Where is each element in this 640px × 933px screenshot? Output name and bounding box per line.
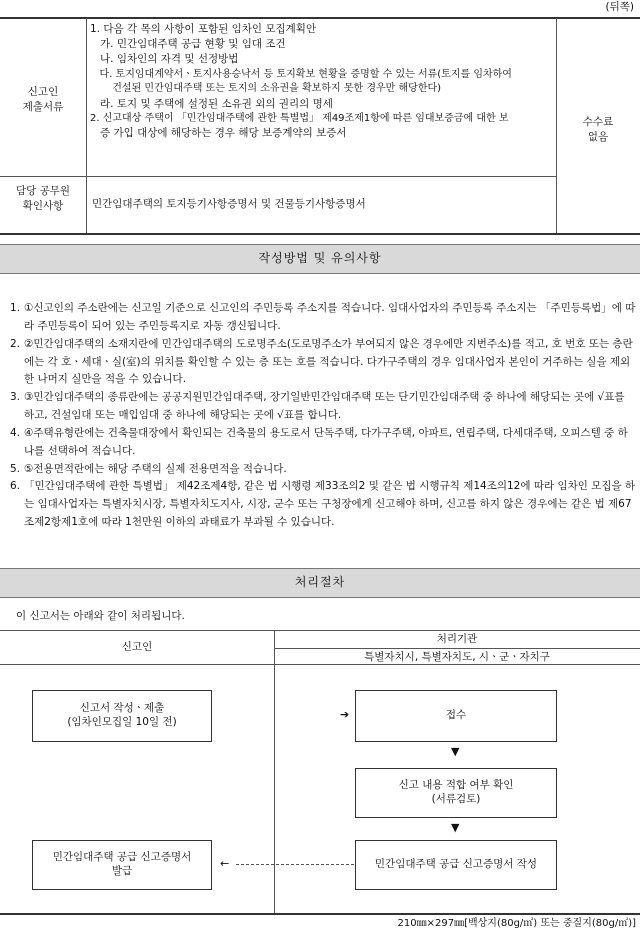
doc-item: 가. 민간임대주택 공급 현황 및 임대 조건: [90, 38, 286, 51]
connector-line: [236, 864, 354, 865]
arrow-left-icon: ←: [220, 857, 230, 870]
arrow-down-icon: ▼: [451, 821, 460, 834]
official-check-text: 민간임대주택의 토지등기사항증명서 및 건물등기사항증명서: [92, 198, 366, 210]
list-item: 3. ③민간임대주택의 종류란에는 공공지원민간임대주택, 장기일반민간임대주택 또는 단기민간임대주택 중 하나에 해당되는 곳에 √표를 하고, 건설임대 또는 매입임대 중 하나에 해당되는 곳에 √표를 합니다.: [10, 391, 625, 422]
notes-section-title: 작성방법 및 유의사항: [0, 244, 640, 274]
process-section-title: 처리절차: [0, 568, 640, 598]
paper-spec: 210㎜×297㎜[백상지(80g/㎡) 또는 중질지(80g/㎡)]: [397, 918, 636, 929]
box-review: 신고 내용 적합 여부 확인 (서류검토): [355, 768, 557, 818]
fee-label: 수수료 없음: [582, 116, 614, 144]
process-intro: 이 신고서는 아래와 같이 처리됩니다.: [16, 610, 185, 622]
box-submit: 신고서 작성ㆍ제출 (임차인모집일 10일 전): [32, 690, 212, 742]
col-agency-sub: 특별자치시, 특별자치도, 시ㆍ군ㆍ자치구: [364, 651, 550, 663]
doc-item: 1. 다음 각 목의 사항이 포함된 임차인 모집계획안: [90, 23, 317, 35]
notes-list: [10, 300, 636, 532]
doc-item: 다. 토지임대계약서ㆍ토지사용승낙서 등 토지확보 현황을 증명할 수 있는 서류(토지를 임차하여: [90, 68, 512, 80]
arrow-right-icon: ➔: [340, 708, 350, 721]
box-receive: 접수: [355, 690, 557, 742]
doc-item: 나. 임차인의 자격 및 선정방법: [90, 53, 239, 66]
page-side-label: (뒤쪽): [605, 1, 634, 13]
box-deliver: 민간임대주택 공급 신고증명서 발급: [32, 840, 212, 890]
doc-item: 증 가입 대상에 해당하는 경우 해당 보증계약의 보증서: [90, 127, 347, 140]
submit-docs-label: 신고인 제출서류: [22, 86, 64, 114]
col-applicant: 신고인: [121, 641, 153, 653]
arrow-down-icon: ▼: [451, 745, 460, 758]
doc-item: 건설된 민간임대주택 또는 토지의 소유권을 확보하지 못한 경우만 해당한다): [90, 83, 442, 95]
doc-item: 2. 신고대상 주택이 「민간임대주택에 관한 특별법」 제49조제1항에 따른 임대보증금에 대한 보: [90, 112, 509, 124]
col-agency: 처리기관: [436, 633, 478, 645]
doc-item: 라. 토지 및 주택에 설정된 소유권 외의 권리의 명세: [90, 97, 333, 110]
official-check-label: 담당 공무원 확인사항: [15, 185, 71, 213]
box-issue-cert: 민간임대주택 공급 신고증명서 작성: [355, 840, 557, 890]
list-item: 6. 「민간임대주택에 관한 특별법」 제42조제4항, 같은 법 시행령 제33조의2 및 같은 법 시행규칙 제14조의12에 따라 임차인 모집을 하는 임대사업자는 특별자치시장, 특별자치도지사, 시장, 군수 또는 구청장에게 신고해야 하며, 신고를 하지 않은 경우에는 같은 법 제67조제2항제1호에 따라 1천만원 이하의 과태료가 부과될 수 있습니다.: [10, 480, 636, 529]
list-item: 4. ④주택유형란에는 건축물대장에서 확인되는 건축물의 용도로서 단독주택, 다가구주택, 아파트, 연립주택, 다세대주택, 오피스텔 중 하나를 선택하여 적습니다.: [10, 426, 628, 457]
list-item: 2. ②민간임대주택의 소재지란에 민간임대주택의 도로명주소(도로명주소가 부여되지 않은 경우에만 지번주소)를 적고, 호 번호 또는 층란에는 각 호ㆍ세대ㆍ실(室)의 위치를 확인할 수 있는 층 또는 호를 적습니다. 다가구주택의 경우 임대사업자 본인이 거주하는 실을 제외한 나머지 실만을 적을 수 있습니다.: [10, 337, 633, 386]
list-item: 1. ①신고인의 주소란에는 신고일 기준으로 신고인의 주민등록 주소지를 적습니다. 임대사업자의 주민등록 주소지는 「주민등록법」에 따라 주민등록이 되어 있는 주민등록지로 자동 갱신됩니다.: [10, 302, 636, 332]
list-item: 5. ⑤전용면적란에는 해당 주택의 실제 전용면적을 적습니다.: [10, 462, 287, 475]
submit-docs-list: [90, 22, 556, 142]
